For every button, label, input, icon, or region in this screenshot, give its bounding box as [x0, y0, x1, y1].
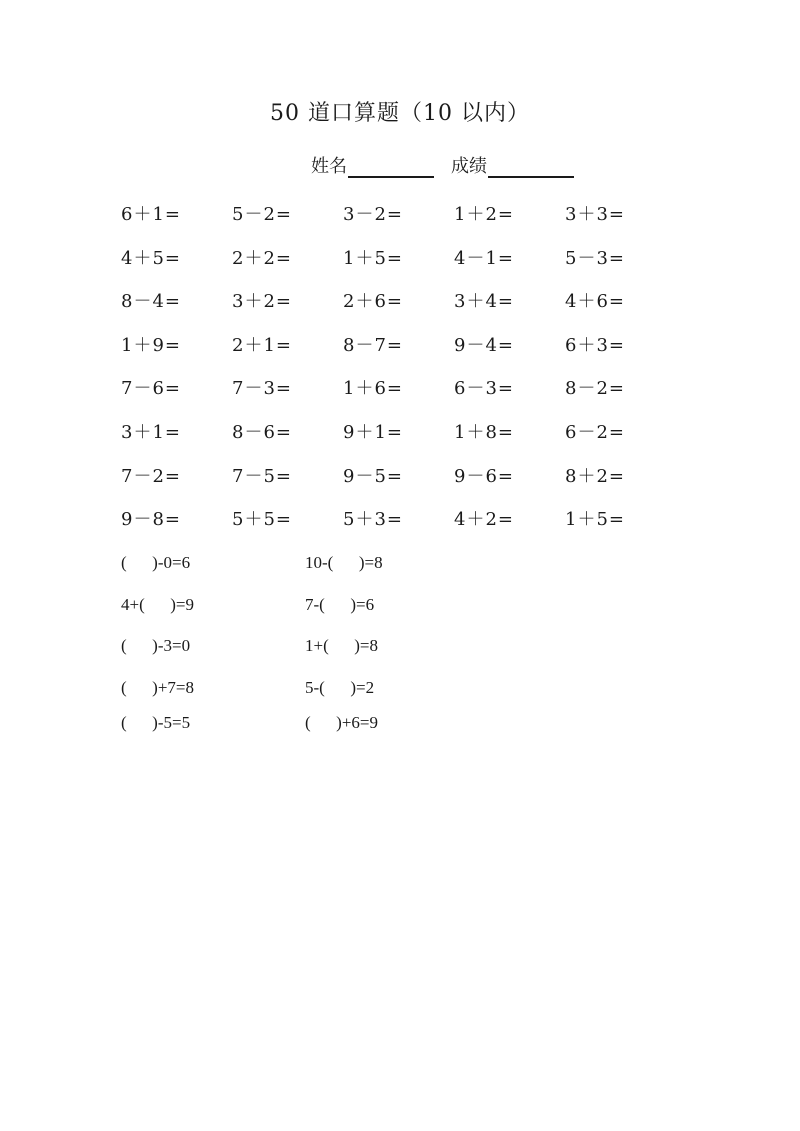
problem: 9＋1= [343, 421, 403, 443]
problem: 6－2= [565, 421, 625, 443]
problem: 1＋9= [121, 334, 181, 356]
fill-blank-problem[interactable]: ( )+6=9 [305, 713, 378, 732]
problem: 1＋6= [343, 378, 403, 400]
problem: 1＋5= [565, 509, 625, 531]
problem: 2＋6= [343, 291, 403, 313]
problem: 3＋4= [454, 291, 514, 313]
score-label: 成绩 [451, 156, 487, 177]
problem: 6－3= [454, 378, 514, 400]
problem: 8＋2= [565, 465, 625, 487]
fill-row [121, 711, 485, 743]
name-field [311, 152, 434, 178]
problem: 3＋1= [121, 421, 181, 443]
problem: 8－6= [232, 421, 292, 443]
problem: 5－3= [565, 247, 625, 269]
problem: 1＋5= [343, 247, 403, 269]
problem: 9－6= [454, 465, 514, 487]
problem: 8－4= [121, 291, 181, 313]
fill-blank-problem[interactable]: 1+( )=8 [305, 636, 378, 655]
fill-row [121, 634, 485, 676]
problem: 2＋1= [232, 334, 292, 356]
fill-blank-problem[interactable]: 10-( )=8 [305, 553, 383, 572]
problem: 4＋6= [565, 291, 625, 313]
problem: 5＋5= [232, 509, 292, 531]
fill-in-blank-section [121, 551, 485, 743]
name-blank-line[interactable] [348, 154, 434, 178]
problem: 6＋1= [121, 204, 181, 225]
worksheet-title: 50 道口算题（10 以内） [270, 101, 530, 126]
score-field [451, 152, 574, 178]
problem: 4－1= [454, 247, 514, 269]
problem: 8－2= [565, 378, 625, 400]
fill-blank-problem[interactable]: ( )-5=5 [121, 713, 191, 732]
fill-blank-problem[interactable]: 7-( )=6 [305, 594, 375, 614]
problem: 5－2= [232, 204, 292, 225]
problem: 9－8= [121, 509, 181, 531]
problem: 7－3= [232, 378, 292, 400]
fill-row [121, 551, 485, 593]
fill-row [121, 593, 485, 635]
problem: 3－2= [343, 204, 403, 225]
score-blank-line[interactable] [488, 154, 574, 178]
problem: 4＋5= [121, 247, 181, 269]
fill-blank-problem[interactable]: 4+( )=9 [121, 594, 194, 614]
fill-blank-problem[interactable]: ( )-3=0 [121, 636, 191, 655]
arithmetic-problems-grid [121, 203, 676, 552]
problem: 7－5= [232, 465, 292, 487]
fill-blank-problem[interactable]: 5-( )=2 [305, 677, 375, 697]
problem: 3＋2= [232, 291, 292, 313]
problem: 9－5= [343, 465, 403, 487]
fill-blank-problem[interactable]: ( )-0=6 [121, 553, 191, 572]
problem: 1＋8= [454, 421, 514, 443]
fill-blank-problem[interactable]: ( )+7=8 [121, 677, 194, 697]
problem: 7－2= [121, 465, 181, 487]
problem: 2＋2= [232, 247, 292, 269]
problem: 5＋3= [343, 509, 403, 531]
problem: 9－4= [454, 334, 514, 356]
problem: 7－6= [121, 378, 181, 400]
problem: 1＋2= [454, 204, 514, 225]
problem: 3＋3= [565, 204, 625, 225]
problem: 4＋2= [454, 509, 514, 531]
name-label: 姓名 [311, 156, 347, 177]
problem: 8－7= [343, 334, 403, 356]
problem: 6＋3= [565, 334, 625, 356]
